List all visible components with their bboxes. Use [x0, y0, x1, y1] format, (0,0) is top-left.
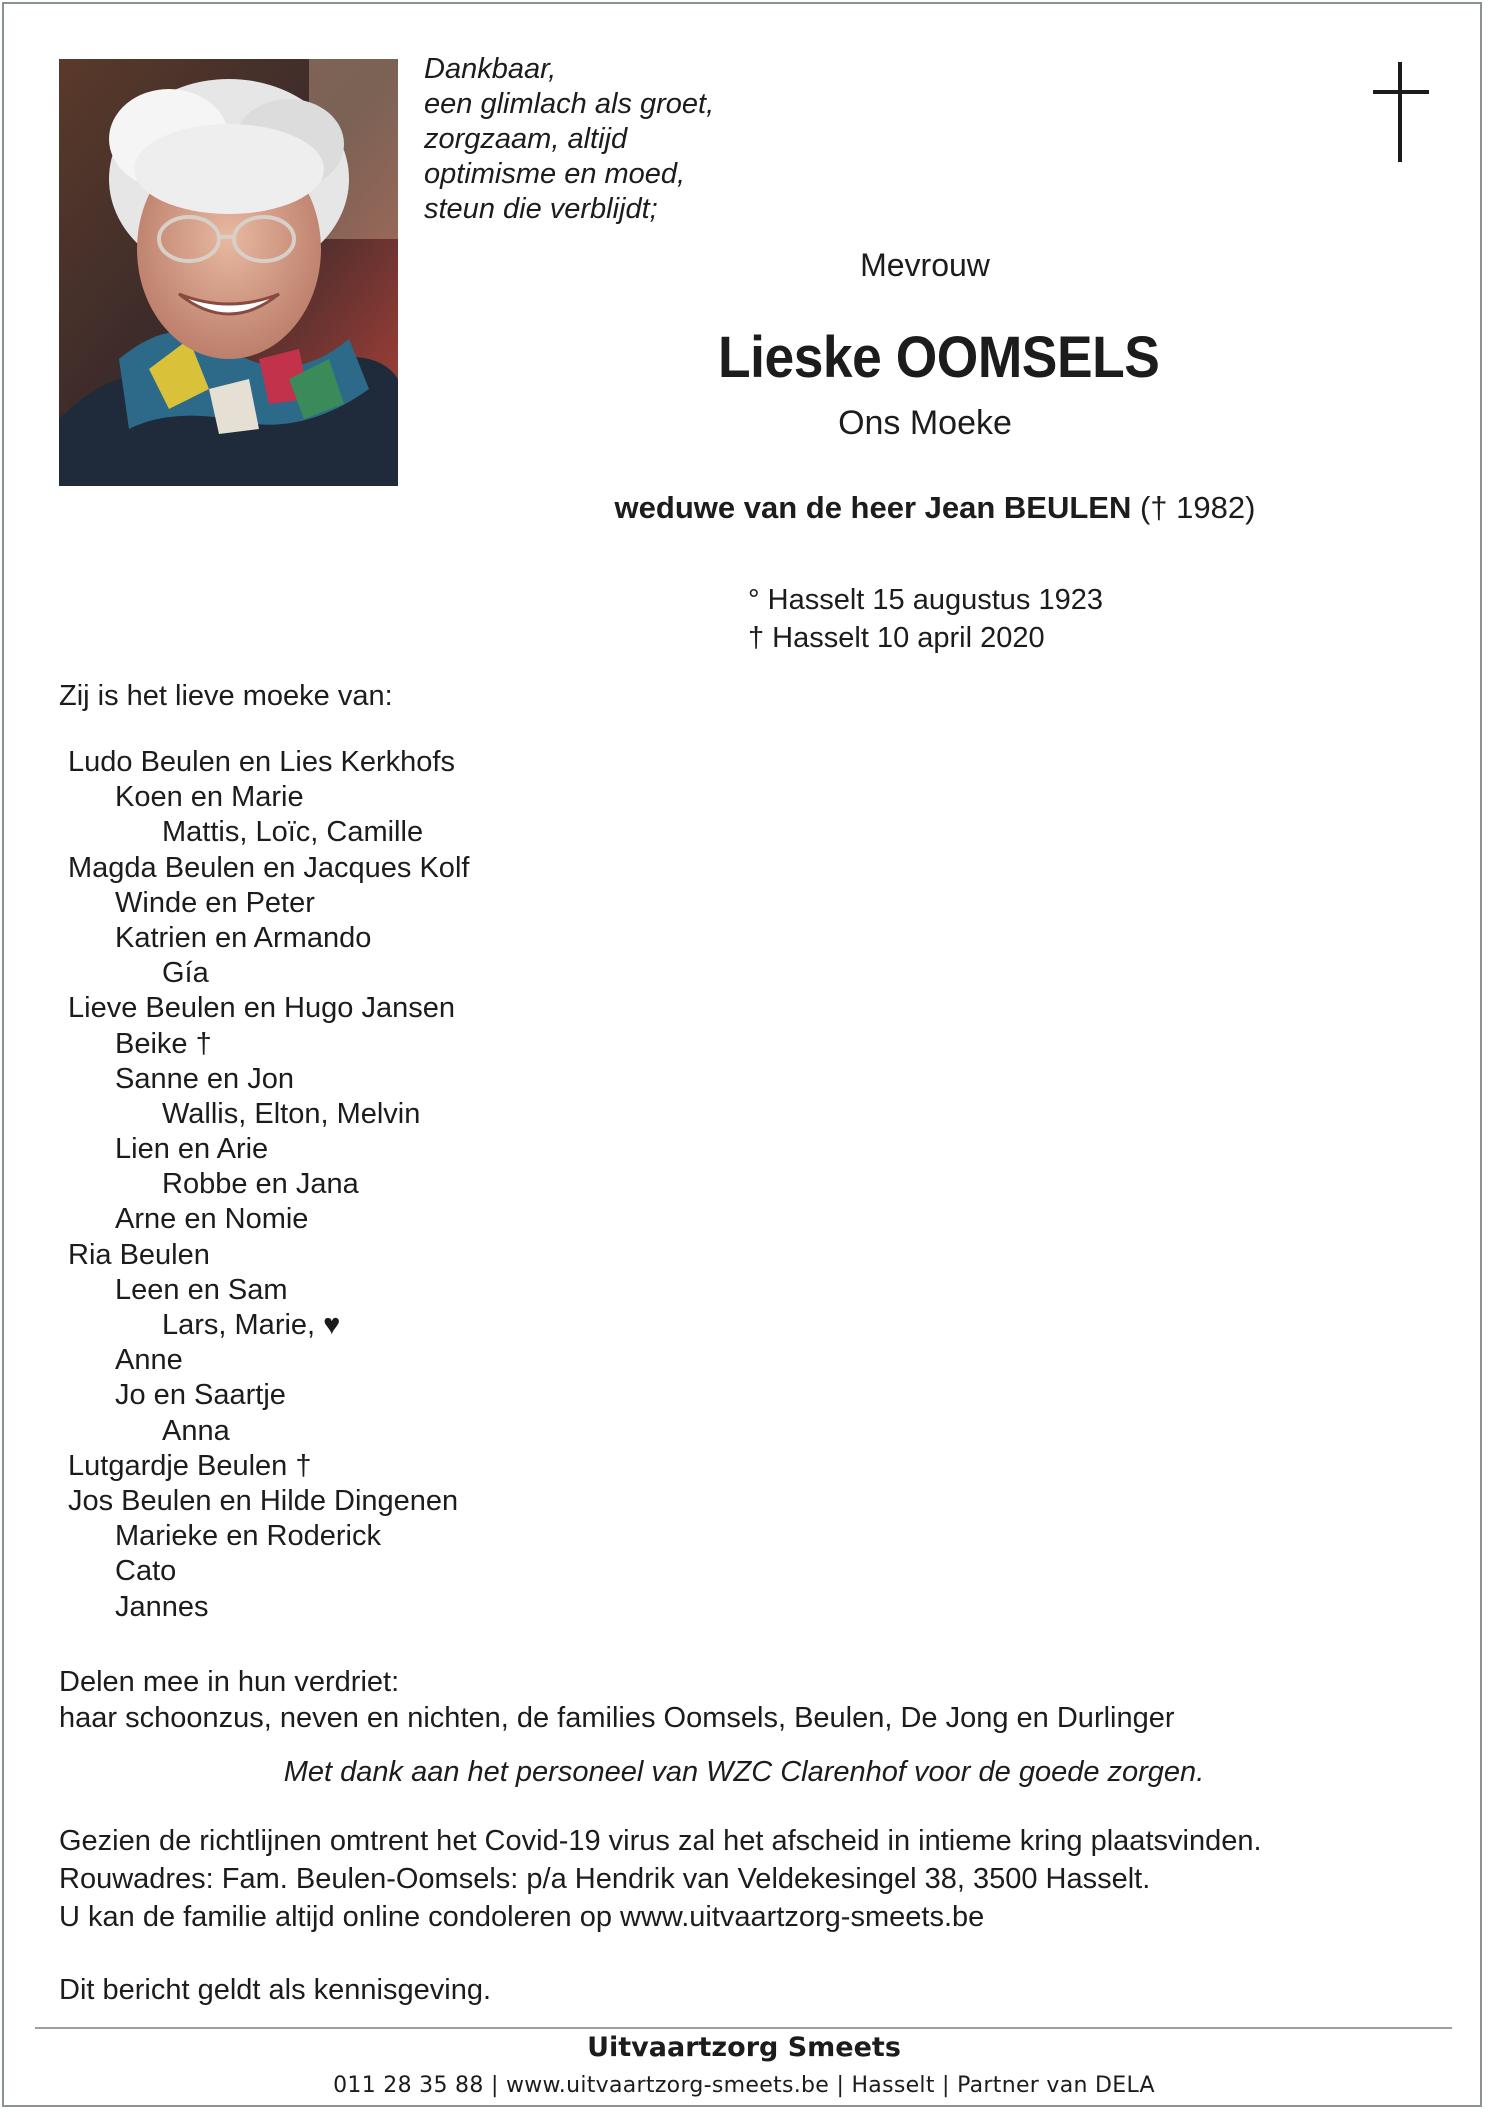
condolence-note: U kan de familie altijd online condoleren op www.uitvaartzorg-smeets.be	[59, 1901, 985, 1933]
family-member: Katrien en Armando	[115, 921, 372, 954]
family-member: Jo en Saartje	[115, 1379, 286, 1412]
family-intro: Zij is het lieve moeke van:	[59, 680, 393, 712]
death-date: † Hasselt 10 april 2020	[748, 622, 1045, 654]
family-member: Leen en Sam	[115, 1273, 288, 1306]
family-member: Magda Beulen en Jacques Kolf	[68, 851, 470, 884]
family-member: Winde en Peter	[115, 886, 315, 919]
family-member: Lutgardje Beulen †	[68, 1449, 312, 1482]
poem-line: optimisme en moed,	[424, 158, 686, 190]
family-member: Mattis, Loïc, Camille	[162, 816, 424, 849]
notice-line: Dit bericht geldt als kennisgeving.	[59, 1974, 492, 2006]
footer-divider	[35, 2027, 1452, 2029]
mourners-text: haar schoonzus, neven en nichten, de families Oomsels, Beulen, De Jong en Durlinger	[59, 1702, 1175, 1734]
funeral-firm-name: Uitvaartzorg Smeets	[587, 2032, 901, 2063]
family-member: Sanne en Jon	[115, 1062, 294, 1095]
latin-cross-icon	[1373, 62, 1429, 162]
family-member: Cato	[115, 1555, 177, 1588]
family-member: Ria Beulen	[68, 1238, 210, 1271]
widow-date: († 1982)	[1139, 490, 1256, 525]
family-member: Lars, Marie, ♥	[162, 1309, 341, 1341]
life-dates	[748, 581, 1103, 657]
poem-line: steun die verblijdt;	[424, 193, 658, 225]
family-member: Gía	[162, 957, 209, 990]
widow-text: weduwe van de heer Jean BEULEN	[614, 490, 1132, 525]
mourners	[59, 1664, 1175, 1736]
notes	[59, 1822, 1262, 1936]
covid-note: Gezien de richtlijnen omtrent het Covid-19 virus zal het afscheid in intieme kring plaatsvinden.	[59, 1825, 1262, 1857]
family-list	[68, 745, 469, 1625]
deceased-name: Lieske OOMSELS	[718, 325, 1160, 390]
poem-line: zorgzaam, altijd	[424, 123, 628, 155]
widow-line	[560, 490, 1310, 526]
family-member: Lieve Beulen en Hugo Jansen	[68, 992, 455, 1025]
honorific: Mevrouw	[860, 247, 990, 283]
family-member: Wallis, Elton, Melvin	[162, 1097, 421, 1130]
family-member: Beike †	[115, 1027, 212, 1060]
family-member: Anne	[115, 1344, 183, 1377]
poem-line: een glimlach als groet,	[424, 88, 715, 120]
portrait-photo	[59, 59, 398, 486]
family-member: Anna	[162, 1414, 230, 1447]
family-member: Koen en Marie	[115, 781, 304, 814]
family-member: Marieke en Roderick	[115, 1520, 381, 1553]
family-member: Jos Beulen en Hilde Dingenen	[68, 1484, 459, 1517]
mourners-heading: Delen mee in hun verdriet:	[59, 1666, 400, 1698]
family-member: Ludo Beulen en Lies Kerkhofs	[68, 746, 455, 778]
birth-date: ° Hasselt 15 augustus 1923	[748, 584, 1103, 616]
nickname: Ons Moeke	[838, 404, 1012, 442]
family-member: Lien en Arie	[115, 1133, 269, 1166]
mourning-address: Rouwadres: Fam. Beulen-Oomsels: p/a Hendrik van Veldekesingel 38, 3500 Hasselt.	[59, 1863, 1151, 1895]
family-member: Jannes	[115, 1590, 209, 1623]
poem	[424, 52, 714, 227]
funeral-firm-contact: 011 28 35 88 | www.uitvaartzorg-smeets.be | Hasselt | Partner van DELA	[333, 2073, 1155, 2098]
family-member: Robbe en Jana	[162, 1168, 359, 1201]
thanks-line: Met dank aan het personeel van WZC Clarenhof voor de goede zorgen.	[283, 1756, 1205, 1788]
family-member: Arne en Nomie	[115, 1203, 309, 1236]
poem-line: Dankbaar,	[424, 53, 557, 85]
